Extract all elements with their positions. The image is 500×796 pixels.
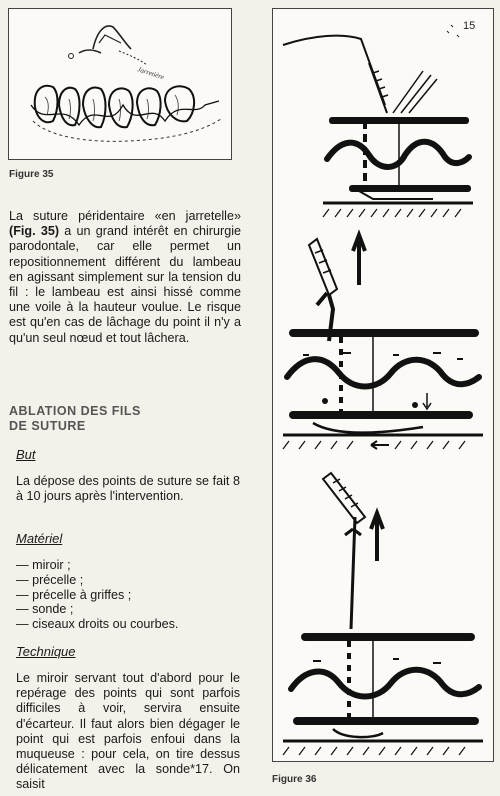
list-item: — ciseaux droits ou courbes.: [16, 617, 178, 632]
materiel-heading: Matériel: [16, 531, 63, 546]
section-title-line-2: DE SUTURE: [9, 419, 86, 433]
figure-35-frame: [8, 8, 232, 160]
technique-text: Le miroir servant tout d'abord pour le repérage des points qui sont parfois difficiles à voir, servira ensuite d'écarteur. Il faut alors bien dégager le point qui est parfois enfoui dans la muqueuse : pour cela, on tire dessus délicatement avec la sonde*17. On saisit: [16, 671, 240, 792]
list-item: — précelle ;: [16, 573, 178, 588]
figure-reference: (Fig. 35): [9, 224, 60, 239]
suture-paragraph: [9, 209, 241, 346]
but-heading: But: [16, 447, 36, 462]
figure-36-frame: [272, 8, 494, 762]
list-item: — précelle à griffes ;: [16, 588, 178, 603]
panel-3: [283, 473, 483, 755]
figure-35-caption: Figure 35: [9, 169, 54, 180]
figure-35-drawing: [9, 9, 231, 159]
section-title-line-1: ABLATION DES FILS: [9, 404, 141, 418]
technique-heading: Technique: [16, 644, 76, 659]
figure-36-caption: Figure 36: [272, 774, 317, 785]
but-text: La dépose des points de suture se fait 8 à 10 jours après l'intervention.: [16, 474, 240, 504]
figure-number-label: 15: [463, 20, 476, 32]
paragraph-body: a un grand intérêt en chirurgie parodontale, car elle permet un repositionnement différent du lambeau en agissant simplement sur la tension du fil : le lambeau est ainsi hissé comme une voile à la hauteur voulue. Le risque est qu'en cas de lâchage du point il n'y a qu'un seul nœud et tout lâchera.: [9, 224, 242, 345]
paragraph-intro: La suture péridentaire «en jarretelle»: [9, 209, 241, 223]
materiel-list: [16, 558, 178, 632]
list-item: — miroir ;: [16, 558, 178, 573]
jarretiere-label: Jarretière: [136, 65, 165, 82]
figure-36-drawing: [273, 9, 493, 761]
section-title: [9, 404, 141, 434]
panel-2: [283, 235, 483, 449]
list-item: — sonde ;: [16, 602, 178, 617]
panel-1: [283, 36, 473, 217]
